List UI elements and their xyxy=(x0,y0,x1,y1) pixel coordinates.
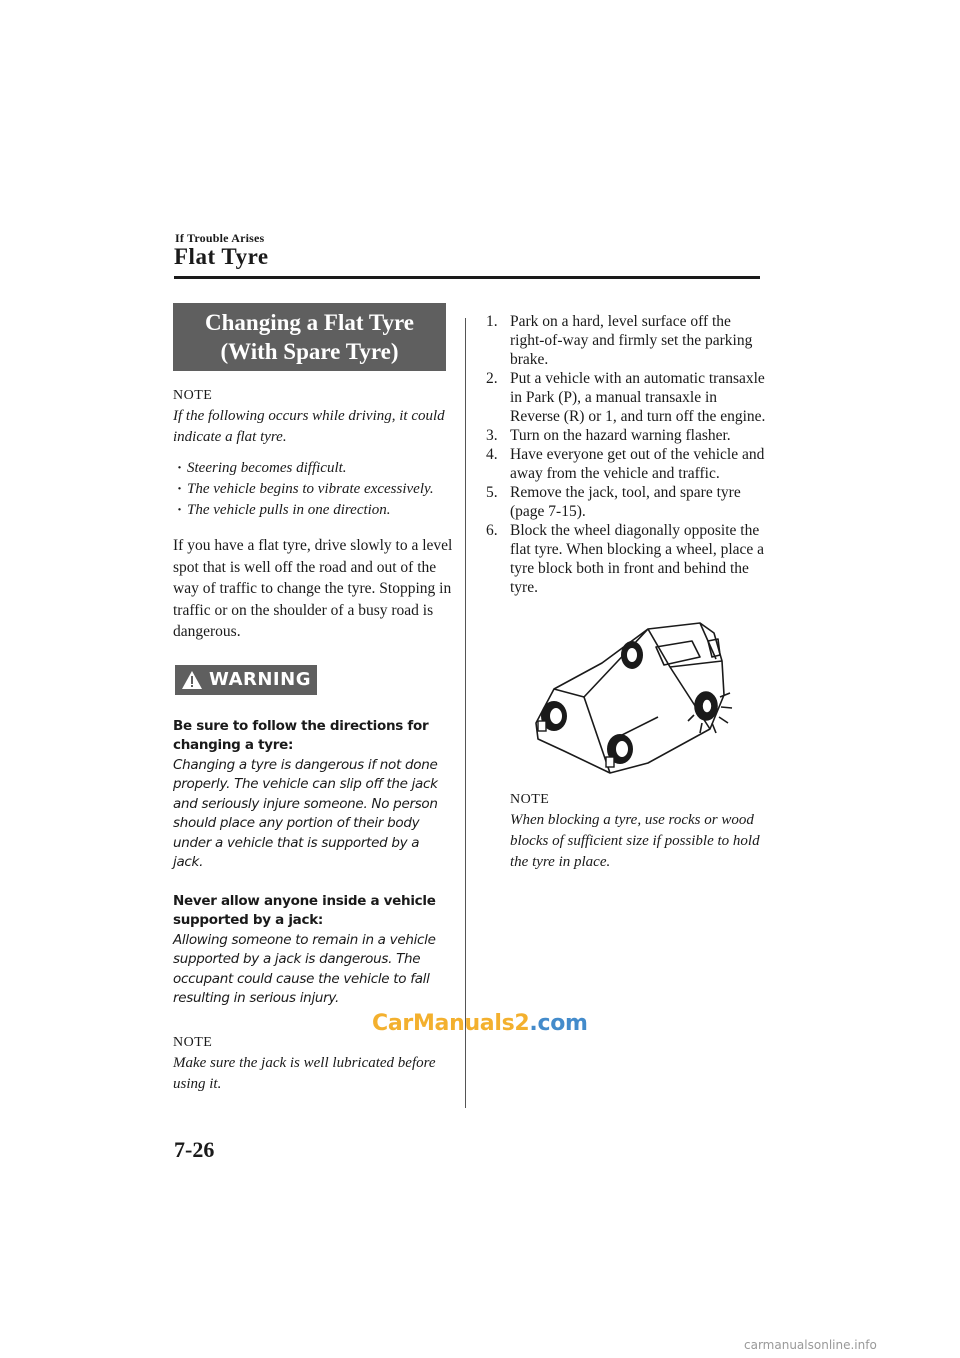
warning-body: Allowing someone to remain in a vehicle supported by a jack is dangerous. The occupant could cause the vehicle to fall resulting in serious injury. xyxy=(173,931,436,1006)
step-number: 2. xyxy=(486,370,498,387)
body-paragraph: If you have a flat tyre, drive slowly to a level spot that is well off the road and out of the way of traffic to change the tyre. Stopping in traffic or on the shoulder of a busy road is dangerous. xyxy=(173,537,453,640)
step-number: 4. xyxy=(486,446,498,463)
section-label: If Trouble Arises xyxy=(175,231,265,245)
warning-body: Changing a tyre is dangerous if not done properly. The vehicle can slip off the jack and seriously injure someone. No person should place any portion of their body under a vehicle that is supported by a jack. xyxy=(173,756,438,870)
step-text: Put a vehicle with an automatic transaxle in Park (P), a manual transaxle in Reverse (R) or 1, and turn off the engine. xyxy=(510,370,766,425)
warning-triangle-icon xyxy=(181,670,203,690)
spare-tyre-icon xyxy=(621,641,643,669)
list-item: · The vehicle begins to vibrate excessively. xyxy=(187,479,453,500)
list-item xyxy=(486,483,766,521)
note-text: Make sure the jack is well lubricated before using it. xyxy=(173,1054,436,1092)
list-item xyxy=(486,521,766,597)
note-text: When blocking a tyre, use rocks or wood blocks of sufficient size if possible to hold the tyre in place. xyxy=(510,812,760,870)
list-item xyxy=(486,312,766,369)
step-number: 3. xyxy=(486,427,498,444)
page-number: 7-26 xyxy=(174,1137,215,1162)
column-divider xyxy=(465,318,466,1108)
step-number: 6. xyxy=(486,522,498,539)
symptom-list xyxy=(173,458,453,521)
note-label: NOTE xyxy=(510,792,550,807)
car-wheel-block-illustration xyxy=(524,611,734,776)
warning-badge xyxy=(175,665,317,695)
left-column xyxy=(173,386,453,1095)
title-rule xyxy=(174,276,760,279)
step-text: Block the wheel diagonally opposite the flat tyre. When blocking a wheel, place a tyre block both in front and behind the tyre. xyxy=(510,522,765,596)
list-item xyxy=(486,369,766,426)
procedure-steps xyxy=(486,312,766,597)
warning-label: WARNING xyxy=(209,669,311,690)
front-left-wheel-icon xyxy=(538,701,567,731)
note-label: NOTE xyxy=(173,1034,213,1050)
step-text: Park on a hard, level surface off the right-of-way and firmly set the parking brake. xyxy=(510,313,753,368)
heading-line-1: Changing a Flat Tyre xyxy=(205,310,414,335)
step-number: 1. xyxy=(486,313,498,330)
list-item: · Steering becomes difficult. xyxy=(187,458,453,479)
page-title: Flat Tyre xyxy=(174,244,269,269)
step-text: Turn on the hazard warning flasher. xyxy=(510,427,731,444)
heading-line-2: (With Spare Tyre) xyxy=(220,339,399,364)
list-item xyxy=(486,426,766,445)
watermark-logo: CarManuals2.com xyxy=(372,1011,588,1036)
list-item: · The vehicle pulls in one direction. xyxy=(187,500,453,521)
step-number: 5. xyxy=(486,484,498,501)
warning-heading: Never allow anyone inside a vehicle supported by a jack: xyxy=(173,892,436,928)
list-item xyxy=(486,445,766,483)
note-jack xyxy=(173,1033,453,1095)
warning-text xyxy=(173,717,453,1009)
right-column xyxy=(486,312,766,873)
warning-heading: Be sure to follow the directions for changing a tyre: xyxy=(173,717,429,753)
note-blocking xyxy=(510,790,766,873)
step-text: Have everyone get out of the vehicle and away from the vehicle and traffic. xyxy=(510,446,765,482)
section-heading-box xyxy=(173,303,446,371)
footer-url: carmanualsonline.info xyxy=(744,1338,877,1352)
note-label: NOTE xyxy=(173,388,213,403)
note-text: If the following occurs while driving, it could indicate a flat tyre. xyxy=(173,408,445,445)
step-text: Remove the jack, tool, and spare tyre (page 7-15). xyxy=(510,484,741,520)
